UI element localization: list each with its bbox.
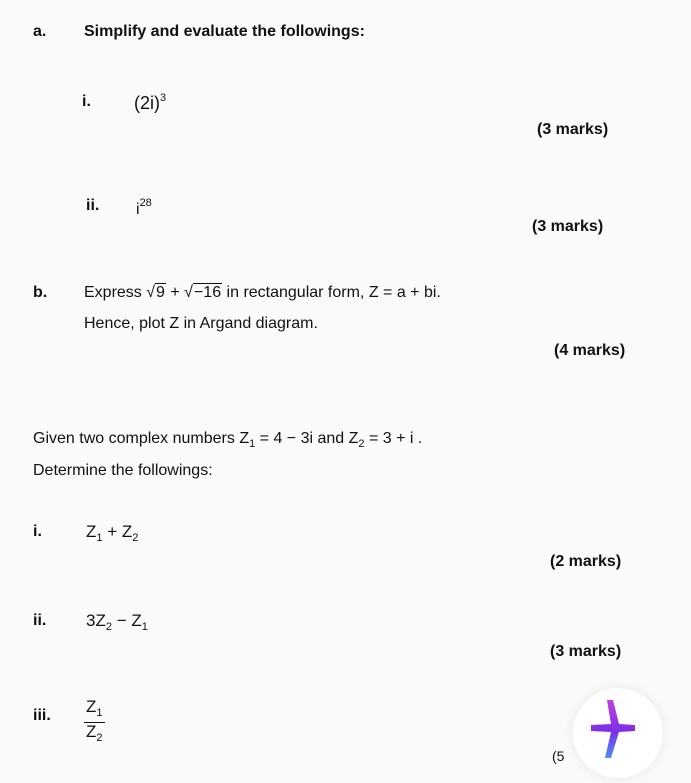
question-b-line1: Express √9 + √−16 in rectangular form, Z = a + bi.	[84, 284, 441, 301]
section-a-title: Simplify and evaluate the followings:	[84, 23, 365, 40]
t: Z	[131, 611, 142, 630]
expr-base: (2i)	[134, 93, 160, 113]
label-a: a.	[33, 23, 47, 40]
op: −	[111, 611, 132, 630]
question-b-line2: Hence, plot Z in Argand diagram.	[84, 315, 318, 332]
op: +	[102, 522, 122, 541]
text: Express	[84, 284, 147, 301]
expr-exp: 3	[160, 92, 167, 104]
assistant-button[interactable]	[573, 688, 663, 778]
sqrt-minus-16: −16	[193, 284, 222, 301]
cut-off-text: (5	[552, 748, 565, 764]
label-b: b.	[33, 284, 48, 301]
t: Z	[86, 697, 97, 716]
expr-c-ii	[86, 611, 148, 633]
z2: Z	[348, 430, 359, 447]
label-c-ii: ii.	[33, 612, 47, 629]
expr-a-i	[134, 92, 166, 114]
t: Z	[86, 722, 97, 741]
sub: 1	[96, 532, 103, 544]
label-c-i: i.	[33, 523, 42, 540]
expr-exp: 28	[139, 197, 152, 209]
t: Z	[121, 522, 133, 541]
marks-c-i: (2 marks)	[550, 553, 622, 570]
sub: 2	[358, 438, 365, 450]
z1-value: = 4 − 3i	[255, 430, 314, 447]
sparkle-icon	[573, 688, 663, 778]
marks-a-ii: (3 marks)	[532, 218, 604, 235]
determine-line: Determine the followings:	[33, 462, 213, 479]
expr-base: i	[136, 201, 140, 218]
text: in rectangular form, Z = a + bi.	[222, 284, 441, 301]
sub: 2	[132, 532, 139, 544]
sub: 1	[96, 707, 103, 719]
plus: +	[165, 284, 185, 301]
z1: Z	[239, 430, 250, 447]
marks-c-ii: (3 marks)	[550, 643, 622, 660]
label-c-iii: iii.	[33, 707, 51, 724]
z2-value: = 3 + i .	[364, 430, 423, 447]
label-a-ii: ii.	[86, 197, 100, 214]
t: Z	[86, 522, 97, 541]
text: and	[313, 430, 349, 447]
expr-c-i	[86, 522, 138, 544]
expr-c-iii	[84, 697, 105, 747]
given-line	[33, 430, 422, 450]
sub: 2	[96, 732, 103, 744]
sub: 2	[105, 621, 112, 633]
sub: 1	[141, 621, 148, 633]
t: 3Z	[86, 611, 106, 630]
sub: 1	[249, 438, 256, 450]
sqrt-9: 9	[156, 284, 165, 301]
expr-a-ii	[136, 197, 152, 219]
label-a-i: i.	[82, 93, 91, 110]
text: Given two complex numbers	[33, 430, 240, 447]
marks-b: (4 marks)	[554, 342, 626, 359]
marks-a-i: (3 marks)	[537, 121, 609, 138]
